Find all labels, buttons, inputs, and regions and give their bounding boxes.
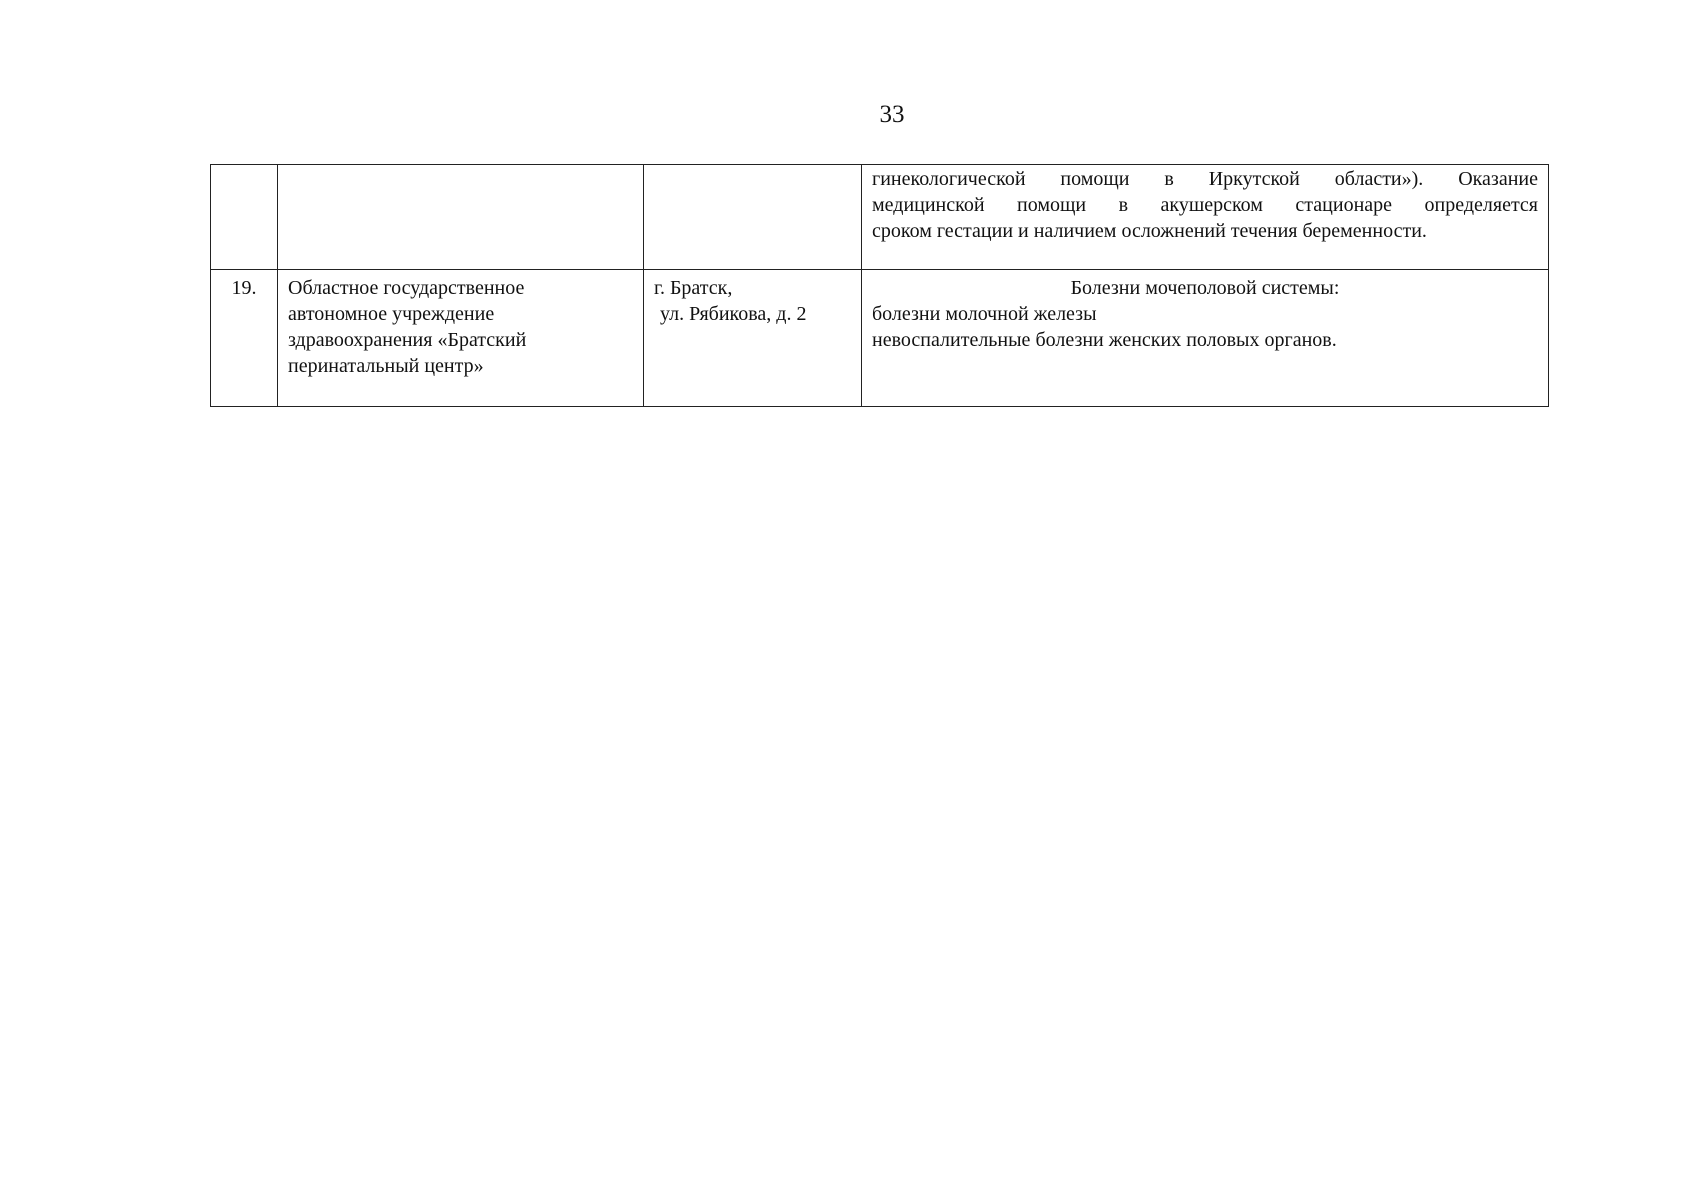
description-line: сроком гестации и наличием осложнений течения беременности. — [872, 220, 1427, 242]
cell-number — [211, 270, 278, 407]
institution-name-line: здравоохранения «Братский — [288, 329, 527, 351]
cell-address — [644, 165, 862, 270]
institution-name-line: автономное учреждение — [288, 303, 495, 325]
table-row-19 — [211, 270, 1549, 407]
table-row-continuation — [211, 165, 1549, 270]
description-line: гинекологической помощи в Иркутской области»). Оказание — [872, 168, 1538, 190]
cell-description — [862, 270, 1549, 407]
row-number: 19. — [231, 277, 257, 299]
cell-address — [644, 270, 862, 407]
description-heading: Болезни мочеполовой системы: — [1070, 277, 1340, 299]
description-line: медицинской помощи в акушерском стационаре определяется — [872, 194, 1538, 216]
institution-name-line: перинатальный центр» — [288, 355, 484, 377]
cell-institution-name — [278, 165, 644, 270]
address-line: г. Братск, — [654, 277, 733, 299]
cell-institution-name — [278, 270, 644, 407]
description-line: болезни молочной железы — [872, 303, 1097, 325]
description-line: невоспалительные болезни женских половых органов. — [872, 329, 1337, 351]
cell-number — [211, 165, 278, 270]
page-number: 33 — [879, 101, 905, 128]
institution-name-line: Областное государственное — [288, 277, 525, 299]
address-line: ул. Рябикова, д. 2 — [660, 303, 807, 325]
medical-institutions-table — [210, 164, 1549, 407]
cell-description — [862, 165, 1549, 270]
